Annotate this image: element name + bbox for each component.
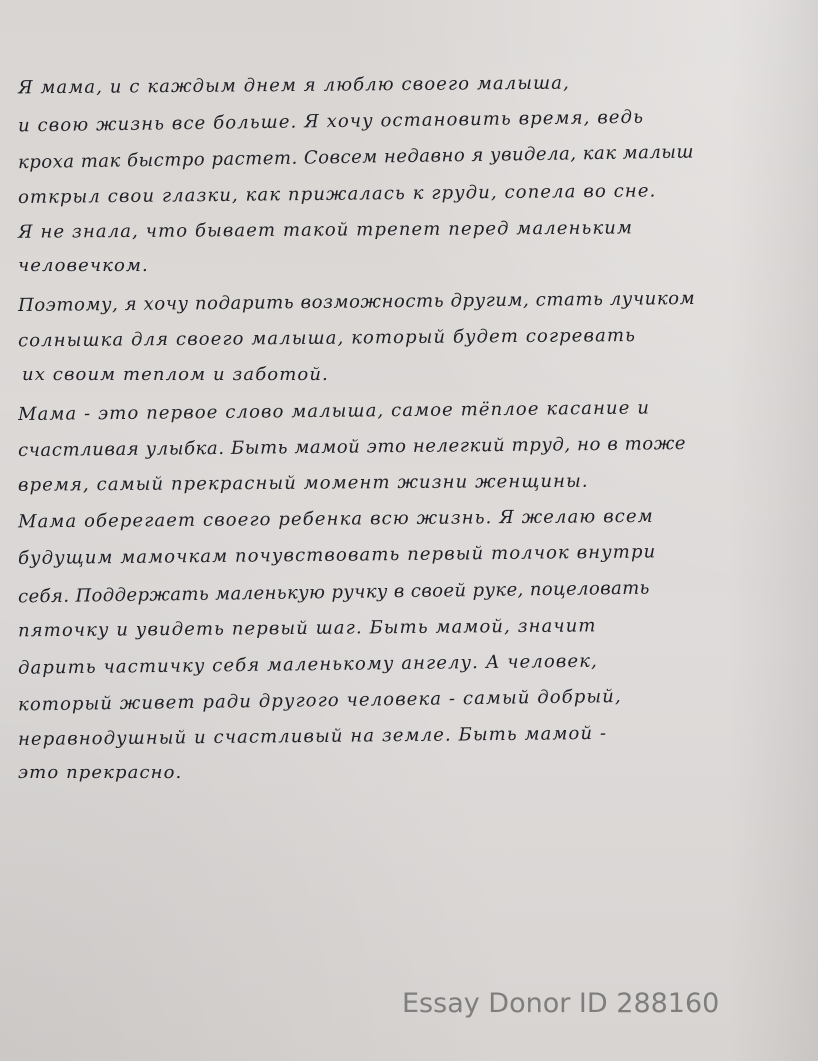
watermark-text: Essay Donor ID 288160 — [402, 988, 720, 1019]
essay-line-3: кроха так быстро растет. Совсем недавно я увидела, как малыш — [17, 141, 695, 174]
essay-line-20: это прекрасно. — [18, 761, 183, 783]
essay-line-17: дарить частичку себя маленькому ангелу. А человек, — [17, 650, 598, 679]
essay-line-14: будущим мамочкам почувствовать первый толчок внутри — [17, 541, 657, 570]
handwritten-essay — [16, 74, 791, 798]
essay-line-19: неравнодушный и счастливый на земле. Быть мамой - — [17, 723, 608, 751]
essay-line-7: Поэтому, я хочу подарить возможность другим, стать лучиком — [17, 288, 696, 317]
essay-line-18: который живет ради другого человека - самый добрый, — [17, 686, 622, 716]
essay-line-13: Мама оберегает своего ребенка всю жизнь. Я желаю всем — [17, 506, 654, 533]
essay-line-2: и свою жизнь все больше. Я хочу остановить время, ведь — [17, 106, 645, 137]
essay-line-1: Я мама, и с каждым днем я люблю своего малыша, — [17, 72, 570, 99]
essay-line-6: человечком. — [18, 254, 149, 276]
essay-line-16: пяточку и увидеть первый шаг. Быть мамой, значит — [17, 615, 597, 642]
essay-line-11: счастливая улыбка. Быть мамой это нелегкий труд, но в тоже — [17, 432, 687, 461]
essay-line-9: их своим теплом и заботой. — [22, 363, 329, 385]
essay-line-5: Я не знала, что бывает такой трепет перед маленьким — [17, 217, 634, 243]
essay-line-12: время, самый прекрасный момент жизни женщины. — [17, 470, 589, 496]
essay-line-4: открыл свои глазки, как прижалась к груди, сопела во сне. — [17, 179, 657, 208]
essay-line-15: себя. Поддержать маленькую ручку в своей руке, поцеловать — [17, 577, 650, 608]
essay-line-8: солнышка для своего малыша, который будет согревать — [17, 325, 637, 352]
essay-line-10: Мама - это первое слово малыша, самое тёплое касание и — [17, 397, 651, 425]
